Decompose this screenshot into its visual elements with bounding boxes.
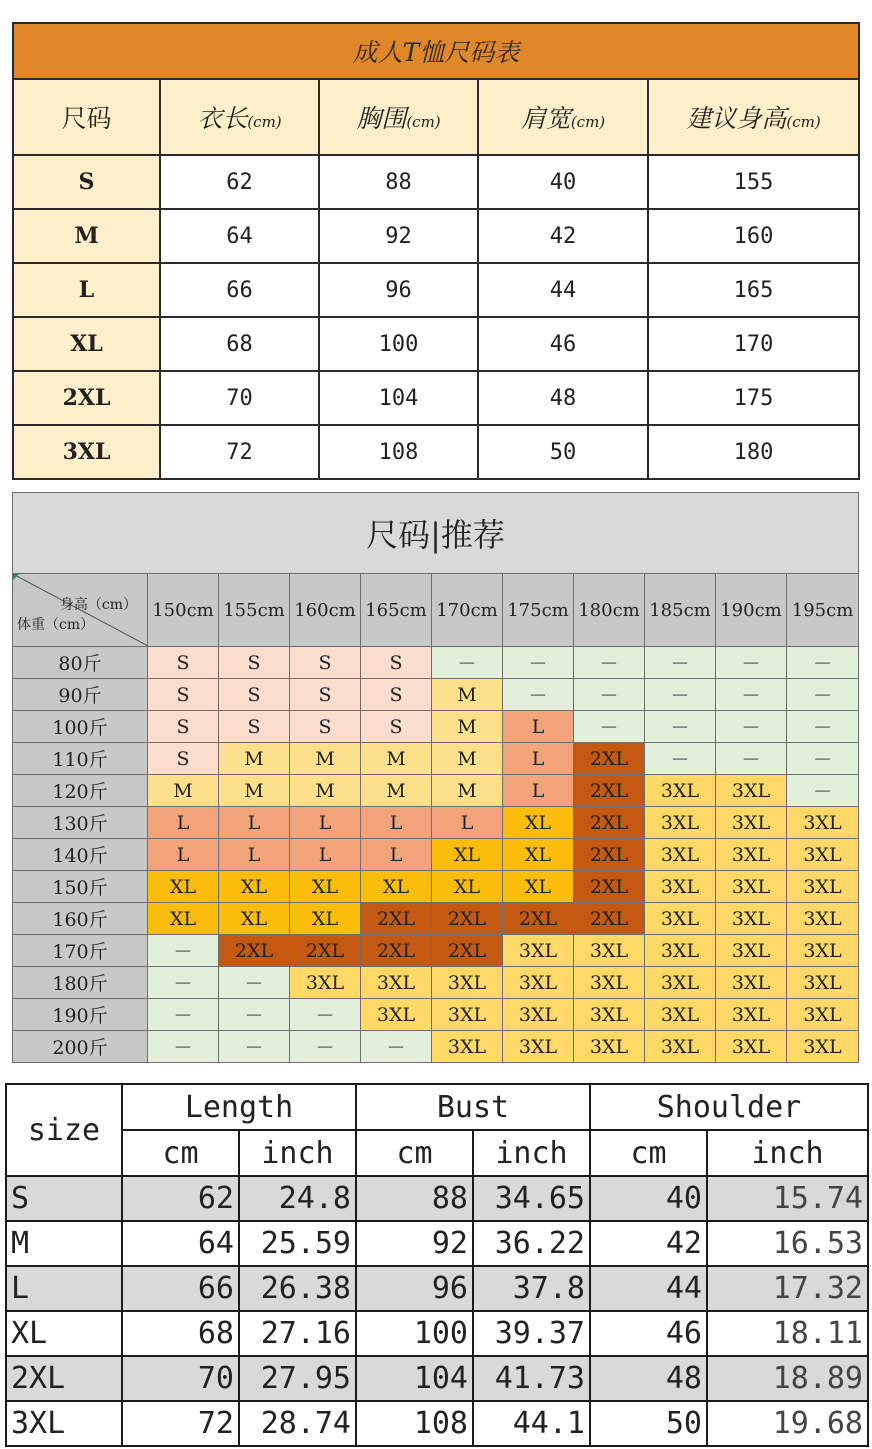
weight-row bbox=[13, 807, 859, 839]
height-header-cell: 180cm bbox=[574, 574, 645, 647]
recommended-size-cell: － bbox=[787, 775, 859, 807]
header-size: size bbox=[6, 1084, 122, 1176]
size-label-cell: S bbox=[13, 155, 160, 209]
recommended-size-cell: L bbox=[219, 807, 290, 839]
weight-row bbox=[13, 775, 859, 807]
size-row bbox=[13, 371, 859, 425]
weight-row bbox=[13, 1031, 859, 1063]
recommended-size-cell: S bbox=[148, 743, 219, 775]
measurement-row bbox=[6, 1401, 868, 1446]
recommended-size-cell: L bbox=[290, 807, 361, 839]
size-value-cell: 160 bbox=[648, 209, 859, 263]
measurement-value-cell: 64 bbox=[122, 1221, 239, 1266]
measurement-value-cell: 15.74 bbox=[707, 1176, 868, 1221]
weight-label-cell: 140斤 bbox=[13, 839, 148, 871]
recommended-size-cell: 3XL bbox=[716, 1031, 787, 1063]
recommended-size-cell: M bbox=[432, 711, 503, 743]
recommended-size-cell: S bbox=[219, 679, 290, 711]
size-value-cell: 72 bbox=[160, 425, 319, 479]
size-row bbox=[13, 155, 859, 209]
recommended-size-cell: 3XL bbox=[716, 807, 787, 839]
header-bust: Bust bbox=[356, 1084, 590, 1130]
measurement-value-cell: 104 bbox=[356, 1356, 473, 1401]
height-header-cell: 185cm bbox=[645, 574, 716, 647]
size-value-cell: 88 bbox=[319, 155, 478, 209]
weight-row bbox=[13, 647, 859, 679]
header-height: 建议身高(cm) bbox=[648, 79, 859, 155]
weight-row bbox=[13, 743, 859, 775]
header-length: Length bbox=[122, 1084, 356, 1130]
unit-bust-inch: inch bbox=[473, 1130, 590, 1176]
recommended-size-cell: S bbox=[290, 679, 361, 711]
recommended-size-cell: 3XL bbox=[503, 1031, 574, 1063]
weight-label-cell: 190斤 bbox=[13, 999, 148, 1031]
recommended-size-cell: S bbox=[361, 679, 432, 711]
recommended-size-cell: S bbox=[148, 679, 219, 711]
weight-label-cell: 100斤 bbox=[13, 711, 148, 743]
recommended-size-cell: － bbox=[290, 1031, 361, 1063]
recommended-size-cell: 3XL bbox=[645, 775, 716, 807]
size-label-cell: M bbox=[6, 1221, 122, 1266]
height-header-cell: 190cm bbox=[716, 574, 787, 647]
recommended-size-cell: 3XL bbox=[503, 967, 574, 999]
recommended-size-cell: 3XL bbox=[716, 903, 787, 935]
measurement-value-cell: 25.59 bbox=[239, 1221, 356, 1266]
recommended-size-cell: XL bbox=[148, 903, 219, 935]
size-recommendation-table bbox=[12, 492, 859, 1063]
recommended-size-cell: L bbox=[290, 839, 361, 871]
size-value-cell: 170 bbox=[648, 317, 859, 371]
recommended-size-cell: L bbox=[503, 775, 574, 807]
measurement-value-cell: 18.89 bbox=[707, 1356, 868, 1401]
recommended-size-cell: － bbox=[148, 935, 219, 967]
size-label-cell: L bbox=[13, 263, 160, 317]
weight-row bbox=[13, 999, 859, 1031]
size-row bbox=[13, 263, 859, 317]
size-value-cell: 48 bbox=[478, 371, 648, 425]
recommended-size-cell: S bbox=[290, 647, 361, 679]
recommended-size-cell: 3XL bbox=[716, 935, 787, 967]
recommended-size-cell: 3XL bbox=[503, 999, 574, 1031]
recommended-size-cell: XL bbox=[219, 871, 290, 903]
height-header-cell: 175cm bbox=[503, 574, 574, 647]
recommended-size-cell: 3XL bbox=[574, 999, 645, 1031]
unit-header-row bbox=[6, 1130, 868, 1176]
measurement-value-cell: 27.95 bbox=[239, 1356, 356, 1401]
recommended-size-cell: 3XL bbox=[432, 967, 503, 999]
measurement-value-cell: 40 bbox=[590, 1176, 707, 1221]
recommended-size-cell: 3XL bbox=[361, 999, 432, 1031]
recommended-size-cell: XL bbox=[503, 871, 574, 903]
recommended-size-cell: 3XL bbox=[645, 871, 716, 903]
weight-label-cell: 150斤 bbox=[13, 871, 148, 903]
weight-label-cell: 90斤 bbox=[13, 679, 148, 711]
recommended-size-cell: M bbox=[219, 743, 290, 775]
height-header-cell: 170cm bbox=[432, 574, 503, 647]
recommended-size-cell: － bbox=[219, 1031, 290, 1063]
recommended-size-cell: S bbox=[290, 711, 361, 743]
height-header-cell: 165cm bbox=[361, 574, 432, 647]
recommended-size-cell: － bbox=[645, 711, 716, 743]
header-shoulder: 肩宽(cm) bbox=[478, 79, 648, 155]
measurement-value-cell: 72 bbox=[122, 1401, 239, 1446]
recommended-size-cell: － bbox=[716, 711, 787, 743]
recommended-size-cell: M bbox=[432, 679, 503, 711]
measurement-value-cell: 46 bbox=[590, 1311, 707, 1356]
recommended-size-cell: － bbox=[787, 711, 859, 743]
size-value-cell: 108 bbox=[319, 425, 478, 479]
recommended-size-cell: 2XL bbox=[574, 839, 645, 871]
size-value-cell: 155 bbox=[648, 155, 859, 209]
recommended-size-cell: L bbox=[432, 807, 503, 839]
measurement-value-cell: 24.8 bbox=[239, 1176, 356, 1221]
recommended-size-cell: 3XL bbox=[787, 871, 859, 903]
weight-label-cell: 200斤 bbox=[13, 1031, 148, 1063]
recommended-size-cell: M bbox=[361, 743, 432, 775]
recommended-size-cell: 2XL bbox=[574, 903, 645, 935]
size-label-cell: 2XL bbox=[6, 1356, 122, 1401]
size-row bbox=[13, 425, 859, 479]
measurement-value-cell: 18.11 bbox=[707, 1311, 868, 1356]
measurement-value-cell: 96 bbox=[356, 1266, 473, 1311]
weight-row bbox=[13, 903, 859, 935]
recommended-size-cell: 2XL bbox=[574, 871, 645, 903]
size-table-title: 成人T恤尺码表 bbox=[13, 23, 859, 79]
recommended-size-cell: XL bbox=[503, 807, 574, 839]
height-weight-corner bbox=[13, 574, 148, 647]
recommended-size-cell: － bbox=[787, 743, 859, 775]
recommended-size-cell: － bbox=[645, 647, 716, 679]
recommended-size-cell: － bbox=[219, 999, 290, 1031]
recommended-size-cell: 2XL bbox=[290, 935, 361, 967]
recommended-size-cell: L bbox=[219, 839, 290, 871]
recommended-size-cell: － bbox=[503, 647, 574, 679]
recommended-size-cell: XL bbox=[503, 839, 574, 871]
measurement-value-cell: 17.32 bbox=[707, 1266, 868, 1311]
unit-bust-cm: cm bbox=[356, 1130, 473, 1176]
weight-row bbox=[13, 871, 859, 903]
recommended-size-cell: L bbox=[503, 743, 574, 775]
recommended-size-cell: 3XL bbox=[716, 967, 787, 999]
size-value-cell: 50 bbox=[478, 425, 648, 479]
recommended-size-cell: 3XL bbox=[716, 839, 787, 871]
recommended-size-cell: － bbox=[432, 647, 503, 679]
recommended-size-cell: XL bbox=[361, 871, 432, 903]
recommended-size-cell: 3XL bbox=[645, 967, 716, 999]
recommended-size-cell: 3XL bbox=[361, 967, 432, 999]
measurement-value-cell: 66 bbox=[122, 1266, 239, 1311]
recommended-size-cell: 2XL bbox=[574, 743, 645, 775]
recommended-size-cell: M bbox=[361, 775, 432, 807]
recommended-size-cell: S bbox=[219, 647, 290, 679]
weight-label-cell: 80斤 bbox=[13, 647, 148, 679]
measurement-value-cell: 28.74 bbox=[239, 1401, 356, 1446]
measurement-row bbox=[6, 1221, 868, 1266]
height-header-row bbox=[13, 574, 859, 647]
size-value-cell: 68 bbox=[160, 317, 319, 371]
recommended-size-cell: 3XL bbox=[716, 775, 787, 807]
height-header-cell: 155cm bbox=[219, 574, 290, 647]
recommended-size-cell: XL bbox=[290, 871, 361, 903]
weight-label-cell: 170斤 bbox=[13, 935, 148, 967]
recommended-size-cell: 3XL bbox=[787, 999, 859, 1031]
header-shoulder: Shoulder bbox=[590, 1084, 868, 1130]
recommended-size-cell: － bbox=[645, 679, 716, 711]
recommended-size-cell: － bbox=[574, 711, 645, 743]
recommendation-title: 尺码|推荐 bbox=[13, 493, 859, 574]
recommended-size-cell: 2XL bbox=[361, 903, 432, 935]
unit-shoulder-cm: cm bbox=[590, 1130, 707, 1176]
recommended-size-cell: M bbox=[432, 775, 503, 807]
unit-shoulder-inch: inch bbox=[707, 1130, 868, 1176]
recommended-size-cell: 3XL bbox=[432, 999, 503, 1031]
size-value-cell: 175 bbox=[648, 371, 859, 425]
measurement-row bbox=[6, 1176, 868, 1221]
measurement-value-cell: 41.73 bbox=[473, 1356, 590, 1401]
recommended-size-cell: 3XL bbox=[787, 839, 859, 871]
recommended-size-cell: L bbox=[361, 807, 432, 839]
size-value-cell: 46 bbox=[478, 317, 648, 371]
size-value-cell: 180 bbox=[648, 425, 859, 479]
recommended-size-cell: － bbox=[503, 679, 574, 711]
recommended-size-cell: 2XL bbox=[574, 807, 645, 839]
recommended-size-cell: M bbox=[148, 775, 219, 807]
size-value-cell: 44 bbox=[478, 263, 648, 317]
recommended-size-cell: S bbox=[148, 647, 219, 679]
height-header-cell: 150cm bbox=[148, 574, 219, 647]
recommended-size-cell: 3XL bbox=[645, 807, 716, 839]
size-value-cell: 104 bbox=[319, 371, 478, 425]
corner-weight-label: 体重（cm） bbox=[17, 617, 95, 633]
recommended-size-cell: 3XL bbox=[574, 967, 645, 999]
recommended-size-cell: 2XL bbox=[574, 775, 645, 807]
weight-row bbox=[13, 679, 859, 711]
size-label-cell: 3XL bbox=[13, 425, 160, 479]
recommended-size-cell: L bbox=[503, 711, 574, 743]
size-value-cell: 92 bbox=[319, 209, 478, 263]
measurement-value-cell: 36.22 bbox=[473, 1221, 590, 1266]
size-label-cell: M bbox=[13, 209, 160, 263]
recommended-size-cell: 3XL bbox=[716, 999, 787, 1031]
measurement-value-cell: 37.8 bbox=[473, 1266, 590, 1311]
measurement-value-cell: 108 bbox=[356, 1401, 473, 1446]
recommended-size-cell: 3XL bbox=[503, 935, 574, 967]
height-header-cell: 160cm bbox=[290, 574, 361, 647]
recommended-size-cell: 3XL bbox=[574, 935, 645, 967]
measurement-value-cell: 68 bbox=[122, 1311, 239, 1356]
measurement-value-cell: 19.68 bbox=[707, 1401, 868, 1446]
measurement-value-cell: 26.38 bbox=[239, 1266, 356, 1311]
recommended-size-cell: 2XL bbox=[503, 903, 574, 935]
recommended-size-cell: － bbox=[716, 679, 787, 711]
recommended-size-cell: S bbox=[148, 711, 219, 743]
corner-height-label: 身高（cm） bbox=[59, 597, 137, 613]
size-value-cell: 165 bbox=[648, 263, 859, 317]
weight-row bbox=[13, 839, 859, 871]
recommended-size-cell: XL bbox=[290, 903, 361, 935]
recommended-size-cell: － bbox=[716, 647, 787, 679]
size-label-cell: S bbox=[6, 1176, 122, 1221]
measurement-row bbox=[6, 1266, 868, 1311]
recommended-size-cell: M bbox=[290, 743, 361, 775]
unit-length-cm: cm bbox=[122, 1130, 239, 1176]
recommended-size-cell: 3XL bbox=[645, 935, 716, 967]
size-value-cell: 62 bbox=[160, 155, 319, 209]
measurement-value-cell: 44.1 bbox=[473, 1401, 590, 1446]
size-value-cell: 42 bbox=[478, 209, 648, 263]
recommended-size-cell: － bbox=[219, 967, 290, 999]
size-value-cell: 96 bbox=[319, 263, 478, 317]
recommended-size-cell: M bbox=[219, 775, 290, 807]
recommended-size-cell: 3XL bbox=[787, 807, 859, 839]
measurement-row bbox=[6, 1356, 868, 1401]
recommended-size-cell: XL bbox=[219, 903, 290, 935]
measurement-value-cell: 42 bbox=[590, 1221, 707, 1266]
recommended-size-cell: － bbox=[361, 1031, 432, 1063]
recommended-size-cell: 3XL bbox=[645, 1031, 716, 1063]
size-row bbox=[13, 209, 859, 263]
weight-row bbox=[13, 935, 859, 967]
recommended-size-cell: － bbox=[574, 647, 645, 679]
header-size: 尺码 bbox=[13, 79, 160, 155]
recommended-size-cell: XL bbox=[148, 871, 219, 903]
recommended-size-cell: S bbox=[219, 711, 290, 743]
measurement-value-cell: 39.37 bbox=[473, 1311, 590, 1356]
recommended-size-cell: － bbox=[574, 679, 645, 711]
recommended-size-cell: 2XL bbox=[432, 935, 503, 967]
size-label-cell: XL bbox=[13, 317, 160, 371]
recommended-size-cell: L bbox=[148, 807, 219, 839]
recommended-size-cell: 3XL bbox=[574, 1031, 645, 1063]
measurement-value-cell: 48 bbox=[590, 1356, 707, 1401]
weight-row bbox=[13, 967, 859, 999]
measurement-value-cell: 88 bbox=[356, 1176, 473, 1221]
size-label-cell: XL bbox=[6, 1311, 122, 1356]
recommended-size-cell: M bbox=[432, 743, 503, 775]
recommended-size-cell: 3XL bbox=[645, 999, 716, 1031]
recommended-size-cell: － bbox=[148, 999, 219, 1031]
group-header-row bbox=[6, 1084, 868, 1130]
weight-label-cell: 110斤 bbox=[13, 743, 148, 775]
measurement-value-cell: 50 bbox=[590, 1401, 707, 1446]
recommended-size-cell: 3XL bbox=[290, 967, 361, 999]
height-header-cell: 195cm bbox=[787, 574, 859, 647]
weight-label-cell: 120斤 bbox=[13, 775, 148, 807]
measurement-row bbox=[6, 1311, 868, 1356]
size-row bbox=[13, 317, 859, 371]
recommended-size-cell: － bbox=[148, 1031, 219, 1063]
size-label-cell: 3XL bbox=[6, 1401, 122, 1446]
recommended-size-cell: 3XL bbox=[787, 903, 859, 935]
size-value-cell: 40 bbox=[478, 155, 648, 209]
measurement-value-cell: 16.53 bbox=[707, 1221, 868, 1266]
size-label-cell: L bbox=[6, 1266, 122, 1311]
recommended-size-cell: － bbox=[787, 647, 859, 679]
recommended-size-cell: XL bbox=[432, 839, 503, 871]
recommended-size-cell: － bbox=[645, 743, 716, 775]
weight-label-cell: 180斤 bbox=[13, 967, 148, 999]
weight-label-cell: 160斤 bbox=[13, 903, 148, 935]
recommended-size-cell: 3XL bbox=[645, 903, 716, 935]
header-chest: 胸围(cm) bbox=[319, 79, 478, 155]
recommended-size-cell: 3XL bbox=[787, 967, 859, 999]
recommended-size-cell: 2XL bbox=[219, 935, 290, 967]
header-length: 衣长(cm) bbox=[160, 79, 319, 155]
recommended-size-cell: － bbox=[716, 743, 787, 775]
size-value-cell: 70 bbox=[160, 371, 319, 425]
size-label-cell: 2XL bbox=[13, 371, 160, 425]
recommended-size-cell: S bbox=[361, 647, 432, 679]
size-value-cell: 100 bbox=[319, 317, 478, 371]
recommended-size-cell: － bbox=[290, 999, 361, 1031]
recommended-size-cell: － bbox=[787, 679, 859, 711]
size-table-header bbox=[13, 79, 859, 155]
measurement-value-cell: 34.65 bbox=[473, 1176, 590, 1221]
measurement-value-cell: 70 bbox=[122, 1356, 239, 1401]
recommended-size-cell: 3XL bbox=[787, 935, 859, 967]
adult-tshirt-size-table bbox=[12, 22, 860, 480]
measurement-value-cell: 100 bbox=[356, 1311, 473, 1356]
size-value-cell: 64 bbox=[160, 209, 319, 263]
measurement-value-cell: 44 bbox=[590, 1266, 707, 1311]
measurement-value-cell: 92 bbox=[356, 1221, 473, 1266]
recommended-size-cell: 3XL bbox=[432, 1031, 503, 1063]
recommended-size-cell: S bbox=[361, 711, 432, 743]
size-measurement-table-cm-inch bbox=[5, 1083, 869, 1447]
weight-row bbox=[13, 711, 859, 743]
measurement-value-cell: 27.16 bbox=[239, 1311, 356, 1356]
recommended-size-cell: L bbox=[148, 839, 219, 871]
size-value-cell: 66 bbox=[160, 263, 319, 317]
measurement-value-cell: 62 bbox=[122, 1176, 239, 1221]
recommended-size-cell: － bbox=[148, 967, 219, 999]
recommended-size-cell: M bbox=[290, 775, 361, 807]
weight-label-cell: 130斤 bbox=[13, 807, 148, 839]
recommended-size-cell: 3XL bbox=[645, 839, 716, 871]
recommended-size-cell: XL bbox=[432, 871, 503, 903]
unit-length-inch: inch bbox=[239, 1130, 356, 1176]
recommended-size-cell: 3XL bbox=[787, 1031, 859, 1063]
recommended-size-cell: 2XL bbox=[432, 903, 503, 935]
recommended-size-cell: 2XL bbox=[361, 935, 432, 967]
recommended-size-cell: 3XL bbox=[716, 871, 787, 903]
recommended-size-cell: L bbox=[361, 839, 432, 871]
